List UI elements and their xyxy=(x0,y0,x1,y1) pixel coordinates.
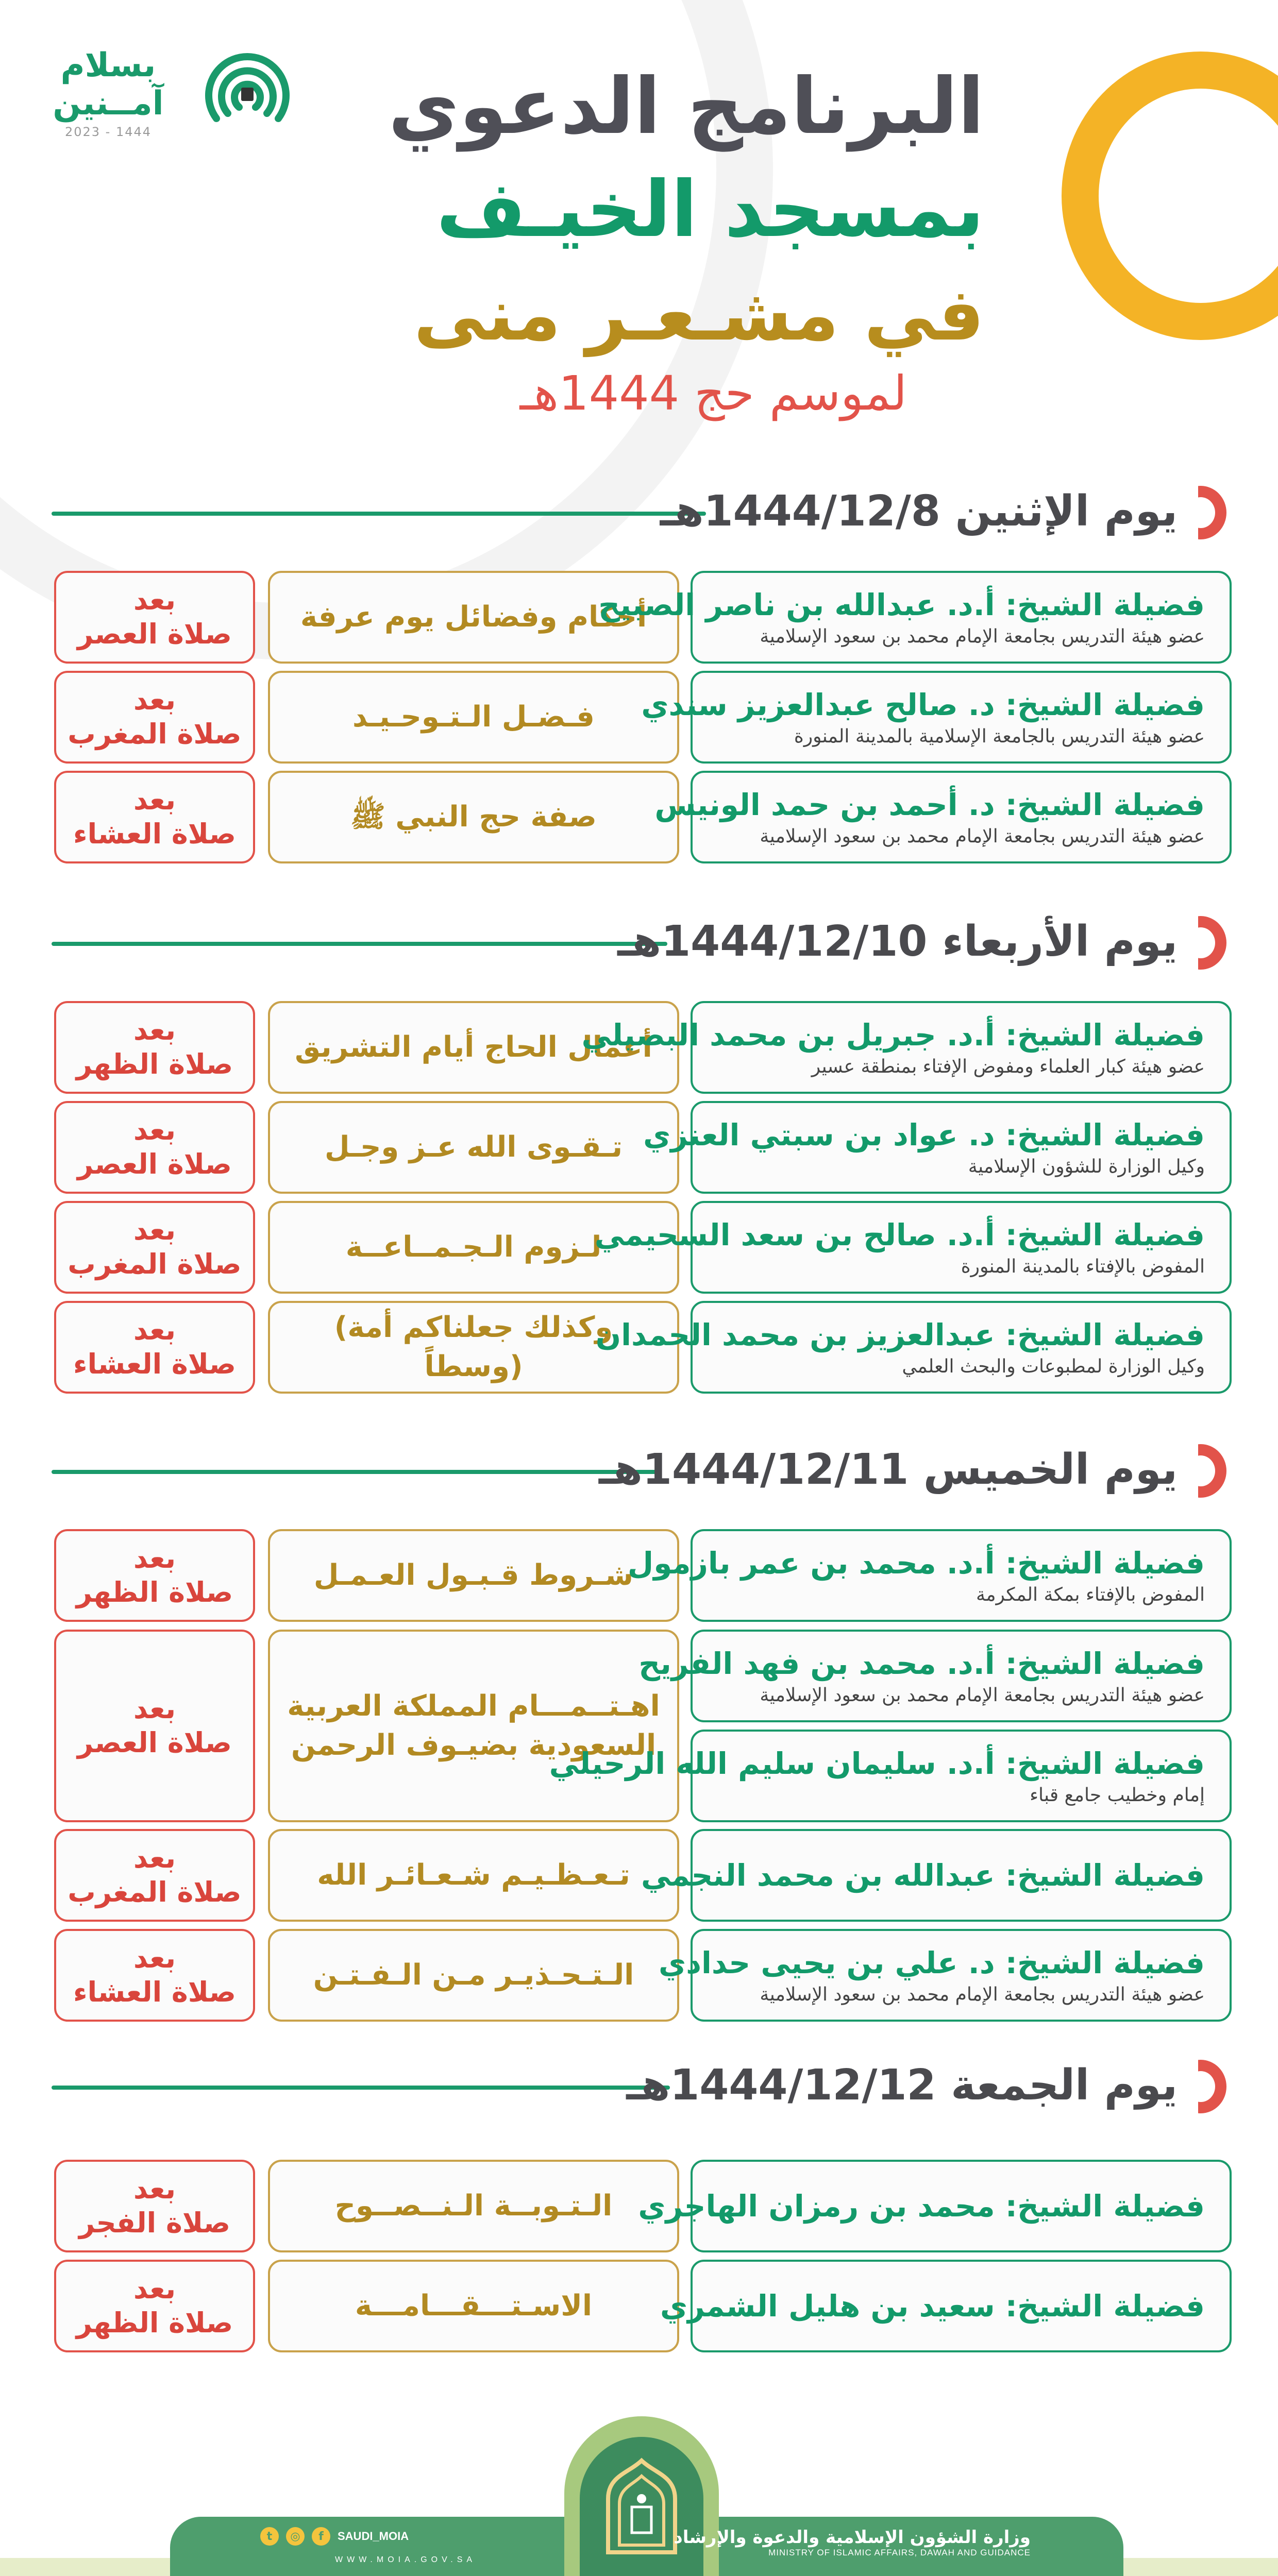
facebook-icon[interactable]: f xyxy=(312,2527,330,2546)
lecture-topic: فـضـل الـتـوحـيـد xyxy=(352,700,595,734)
speaker-name: فضيلة الشيخ: عبدالله بن محمد النجمي xyxy=(641,1858,1205,1893)
speaker-cell xyxy=(659,1929,1232,2022)
lecture-topic-cell xyxy=(268,1101,679,1194)
speaker-name: فضيلة الشيخ: سعيد بن هليل الشمري xyxy=(660,2289,1205,2324)
speaker-name: فضيلة الشيخ: د. علي بن يحيى حدادي xyxy=(659,1945,1205,1980)
title-line-1: البرنامج الدعوي xyxy=(388,62,984,151)
prayer-time-label: صلاة العصر xyxy=(77,1726,232,1759)
logo-year: 2023 - 1444 xyxy=(64,125,152,139)
prayer-time-prefix: بعد xyxy=(133,784,176,816)
lecture-topic: صفة حج النبي ﷺ xyxy=(350,800,597,834)
speaker-role: عضو هيئة كبار العلماء ومفوض الإفتاء بمنطقة عسير xyxy=(811,1056,1205,1077)
instagram-icon[interactable]: ◎ xyxy=(286,2527,305,2546)
lecture-topic: (وكذلك جعلناكم أمة وسطاً) xyxy=(334,1311,613,1383)
speaker-cell xyxy=(594,1201,1232,1294)
speaker-name: فضيلة الشيخ: أ.د. سليمان سليم الله الرحيلي xyxy=(549,1746,1205,1781)
lecture-topic: شـروط قـبـول العـمـل xyxy=(313,1558,634,1592)
speaker-role: وكيل الوزارة لمطبوعات والبحث العلمي xyxy=(902,1356,1205,1377)
prayer-time-prefix: بعد xyxy=(133,1214,176,1246)
speaker-cell xyxy=(627,1529,1232,1622)
speaker-role: المفوض بالإفتاء بمكة المكرمة xyxy=(976,1584,1205,1605)
prayer-time-cell xyxy=(54,1001,255,1094)
campaign-logo xyxy=(41,41,309,144)
prayer-time-prefix: بعد xyxy=(133,1014,176,1046)
lecture-topic-cell xyxy=(268,771,679,863)
prayer-time-label: صلاة العشاء xyxy=(73,818,236,850)
day-header xyxy=(52,1440,1226,1502)
speaker-role: إمام وخطيب جامع قباء xyxy=(1030,1785,1205,1806)
speaker-role: عضو هيئة التدريس بجامعة الإمام محمد بن سعود الإسلامية xyxy=(760,1984,1205,2005)
logo-text xyxy=(46,46,170,139)
speaker-cell xyxy=(641,1829,1232,1922)
prayer-time-prefix: بعد xyxy=(133,1942,176,1974)
speaker-name: فضيلة الشيخ: د. عواد بن سبتي العنزي xyxy=(643,1117,1205,1153)
day-title: يوم الإثنين 1444/12/8هـ xyxy=(660,487,1178,536)
title-line-3: في مشـعـر منى xyxy=(413,273,984,357)
speaker-cell xyxy=(654,771,1232,863)
half-ring-icon xyxy=(1175,486,1226,539)
day-title: يوم الأربعاء 1444/12/10هـ xyxy=(617,917,1178,966)
prayer-time-prefix: بعد xyxy=(133,2173,176,2205)
prayer-time-prefix: بعد xyxy=(133,1114,176,1146)
half-ring-icon xyxy=(1175,2060,1226,2113)
prayer-time-cell xyxy=(54,571,255,664)
lecture-topic: الـتـحـذيـر مـن الـفـتـن xyxy=(313,1958,634,1992)
speaker-role: عضو هيئة التدريس بجامعة الإمام محمد بن سعود الإسلامية xyxy=(760,626,1205,647)
website-link[interactable]: WWW.MOIA.GOV.SA xyxy=(335,2555,477,2564)
speaker-role: عضو هيئة التدريس بالجامعة الإسلامية بالمدينة المنورة xyxy=(794,726,1205,747)
prayer-time-label: صلاة المغرب xyxy=(68,1876,242,1908)
lecture-topic: الـتـوبــة الـنــصــوح xyxy=(334,2189,613,2223)
speaker-name: فضيلة الشيخ: أ.د. محمد بن عمر بازمول xyxy=(627,1546,1205,1581)
ministry-name-ar: وزارة الشؤون الإسلامية والدعوة والإرشاد xyxy=(674,2527,1031,2548)
prayer-time-cell xyxy=(54,2160,255,2252)
speaker-name: فضيلة الشيخ: أ.د. صالح بن سعد السحيمي xyxy=(594,1217,1205,1252)
day-title: يوم الجمعة 1444/12/12هـ xyxy=(626,2061,1178,2110)
day-header xyxy=(52,912,1226,974)
lecture-topic-cell xyxy=(268,1829,679,1922)
speaker-cell xyxy=(638,1630,1232,1722)
prayer-time-cell xyxy=(54,1529,255,1622)
day-divider-line xyxy=(52,1470,660,1474)
day-divider-line xyxy=(52,512,706,516)
speaker-cell xyxy=(595,1301,1232,1394)
ministry-emblem-icon xyxy=(598,2458,685,2555)
prayer-time-label: صلاة العصر xyxy=(77,618,232,650)
speaker-role: عضو هيئة التدريس بجامعة الإمام محمد بن سعود الإسلامية xyxy=(760,826,1205,847)
lecture-topic: أحكام وفضائل يوم عرفة xyxy=(300,600,647,634)
speaker-cell xyxy=(581,1001,1232,1094)
speaker-name: فضيلة الشيخ: أ.د. عبدالله بن ناصر الصبيح xyxy=(598,587,1205,622)
prayer-time-cell xyxy=(54,2260,255,2352)
social-handle[interactable]: SAUDI_MOIA xyxy=(338,2530,409,2543)
lecture-topic: أعمال الحاج أيام التشريق xyxy=(295,1030,652,1064)
title-line-2: بمسجد الخيـف xyxy=(436,165,984,255)
speaker-name: فضيلة الشيخ: محمد بن رمزان الهاجري xyxy=(638,2189,1205,2224)
prayer-time-prefix: بعد xyxy=(133,684,176,716)
day-header xyxy=(52,482,1226,544)
prayer-time-cell xyxy=(54,671,255,764)
prayer-time-label: صلاة الظهر xyxy=(76,2307,233,2339)
social-links xyxy=(260,2527,409,2546)
logo-line-2: آمــنين xyxy=(53,84,164,123)
prayer-time-label: صلاة المغرب xyxy=(68,1248,242,1280)
day-title: يوم الخميس 1444/12/11هـ xyxy=(599,1445,1178,1494)
prayer-time-cell xyxy=(54,1829,255,1922)
speaker-name: فضيلة الشيخ: أ.د. محمد بن فهد الفريح xyxy=(638,1646,1205,1681)
speaker-cell xyxy=(549,1730,1232,1822)
lecture-topic: لـزوم الـجـمــاعــة xyxy=(345,1230,602,1264)
lecture-topic-cell xyxy=(268,2160,679,2252)
half-ring-icon xyxy=(1175,1444,1226,1498)
prayer-time-label: صلاة الظهر xyxy=(76,1576,233,1608)
prayer-time-prefix: بعد xyxy=(133,584,176,616)
lecture-topic-cell xyxy=(268,1529,679,1622)
prayer-time-cell xyxy=(54,1101,255,1194)
prayer-time-prefix: بعد xyxy=(133,1842,176,1874)
lecture-topic-cell xyxy=(268,1630,679,1822)
half-ring-icon xyxy=(1175,916,1226,970)
prayer-time-label: صلاة الفجر xyxy=(78,2207,231,2239)
speaker-cell xyxy=(638,2160,1232,2252)
logo-line-1: بسلام xyxy=(60,46,156,84)
prayer-time-label: صلاة المغرب xyxy=(68,718,242,750)
lecture-topic-cell xyxy=(268,1929,679,2022)
lecture-topic: الاسـتـــقـــامـــة xyxy=(355,2289,593,2323)
speaker-name: فضيلة الشيخ: د. أحمد بن حمد الونيس xyxy=(654,787,1205,822)
prayer-time-prefix: بعد xyxy=(133,2273,176,2305)
speaker-role: عضو هيئة التدريس بجامعة الإمام محمد بن سعود الإسلامية xyxy=(760,1685,1205,1706)
day-divider-line xyxy=(52,942,667,946)
speaker-role: وكيل الوزارة للشؤون الإسلامية xyxy=(968,1156,1205,1177)
speaker-name: فضيلة الشيخ: عبدالعزيز بن محمد الحمدان xyxy=(595,1317,1205,1352)
speaker-cell xyxy=(660,2260,1232,2352)
speaker-cell xyxy=(598,571,1232,664)
prayer-time-prefix: بعد xyxy=(133,1692,176,1725)
ministry-name-en: MINISTRY OF ISLAMIC AFFAIRS, DAWAH AND GUIDANCE xyxy=(768,2548,1031,2557)
logo-arc-icon xyxy=(196,41,299,139)
prayer-time-label: صلاة العشاء xyxy=(73,1348,236,1380)
speaker-name: فضيلة الشيخ: أ.د. جبريل بن محمد البصيلي xyxy=(581,1018,1205,1053)
lecture-topic-cell xyxy=(268,2260,679,2352)
prayer-time-label: صلاة الظهر xyxy=(76,1048,233,1080)
speaker-cell xyxy=(641,671,1232,764)
prayer-time-cell xyxy=(54,1201,255,1294)
speaker-name: فضيلة الشيخ: د. صالح عبدالعزيز سندي xyxy=(641,687,1205,722)
prayer-time-cell xyxy=(54,1301,255,1394)
ministry-name xyxy=(674,2527,1031,2558)
lecture-topic: تـعـظـيـم شـعـائـر الله xyxy=(317,1858,630,1892)
day-divider-line xyxy=(52,2086,670,2090)
title-line-4: لموسم حج 1444هـ xyxy=(519,366,907,421)
speaker-cell xyxy=(643,1101,1232,1194)
prayer-time-label: صلاة العشاء xyxy=(73,1976,236,2008)
twitter-icon[interactable]: t xyxy=(260,2527,279,2546)
prayer-time-cell xyxy=(54,1929,255,2022)
day-header xyxy=(52,2056,1226,2117)
lecture-topic: تـقـوى الله عـز وجـل xyxy=(324,1130,623,1164)
lecture-topic-cell xyxy=(268,671,679,764)
prayer-time-prefix: بعد xyxy=(133,1314,176,1346)
gold-ring-decoration xyxy=(1062,52,1278,340)
prayer-time-cell xyxy=(54,1630,255,1822)
prayer-time-cell xyxy=(54,771,255,863)
prayer-time-prefix: بعد xyxy=(133,1542,176,1574)
lecture-topic: اهـتــمـــام المملكة العربية السعودية بضيـوف الرحمن xyxy=(287,1689,660,1762)
speaker-role: المفوض بالإفتاء بالمدينة المنورة xyxy=(961,1256,1205,1277)
prayer-time-label: صلاة العصر xyxy=(77,1148,232,1180)
